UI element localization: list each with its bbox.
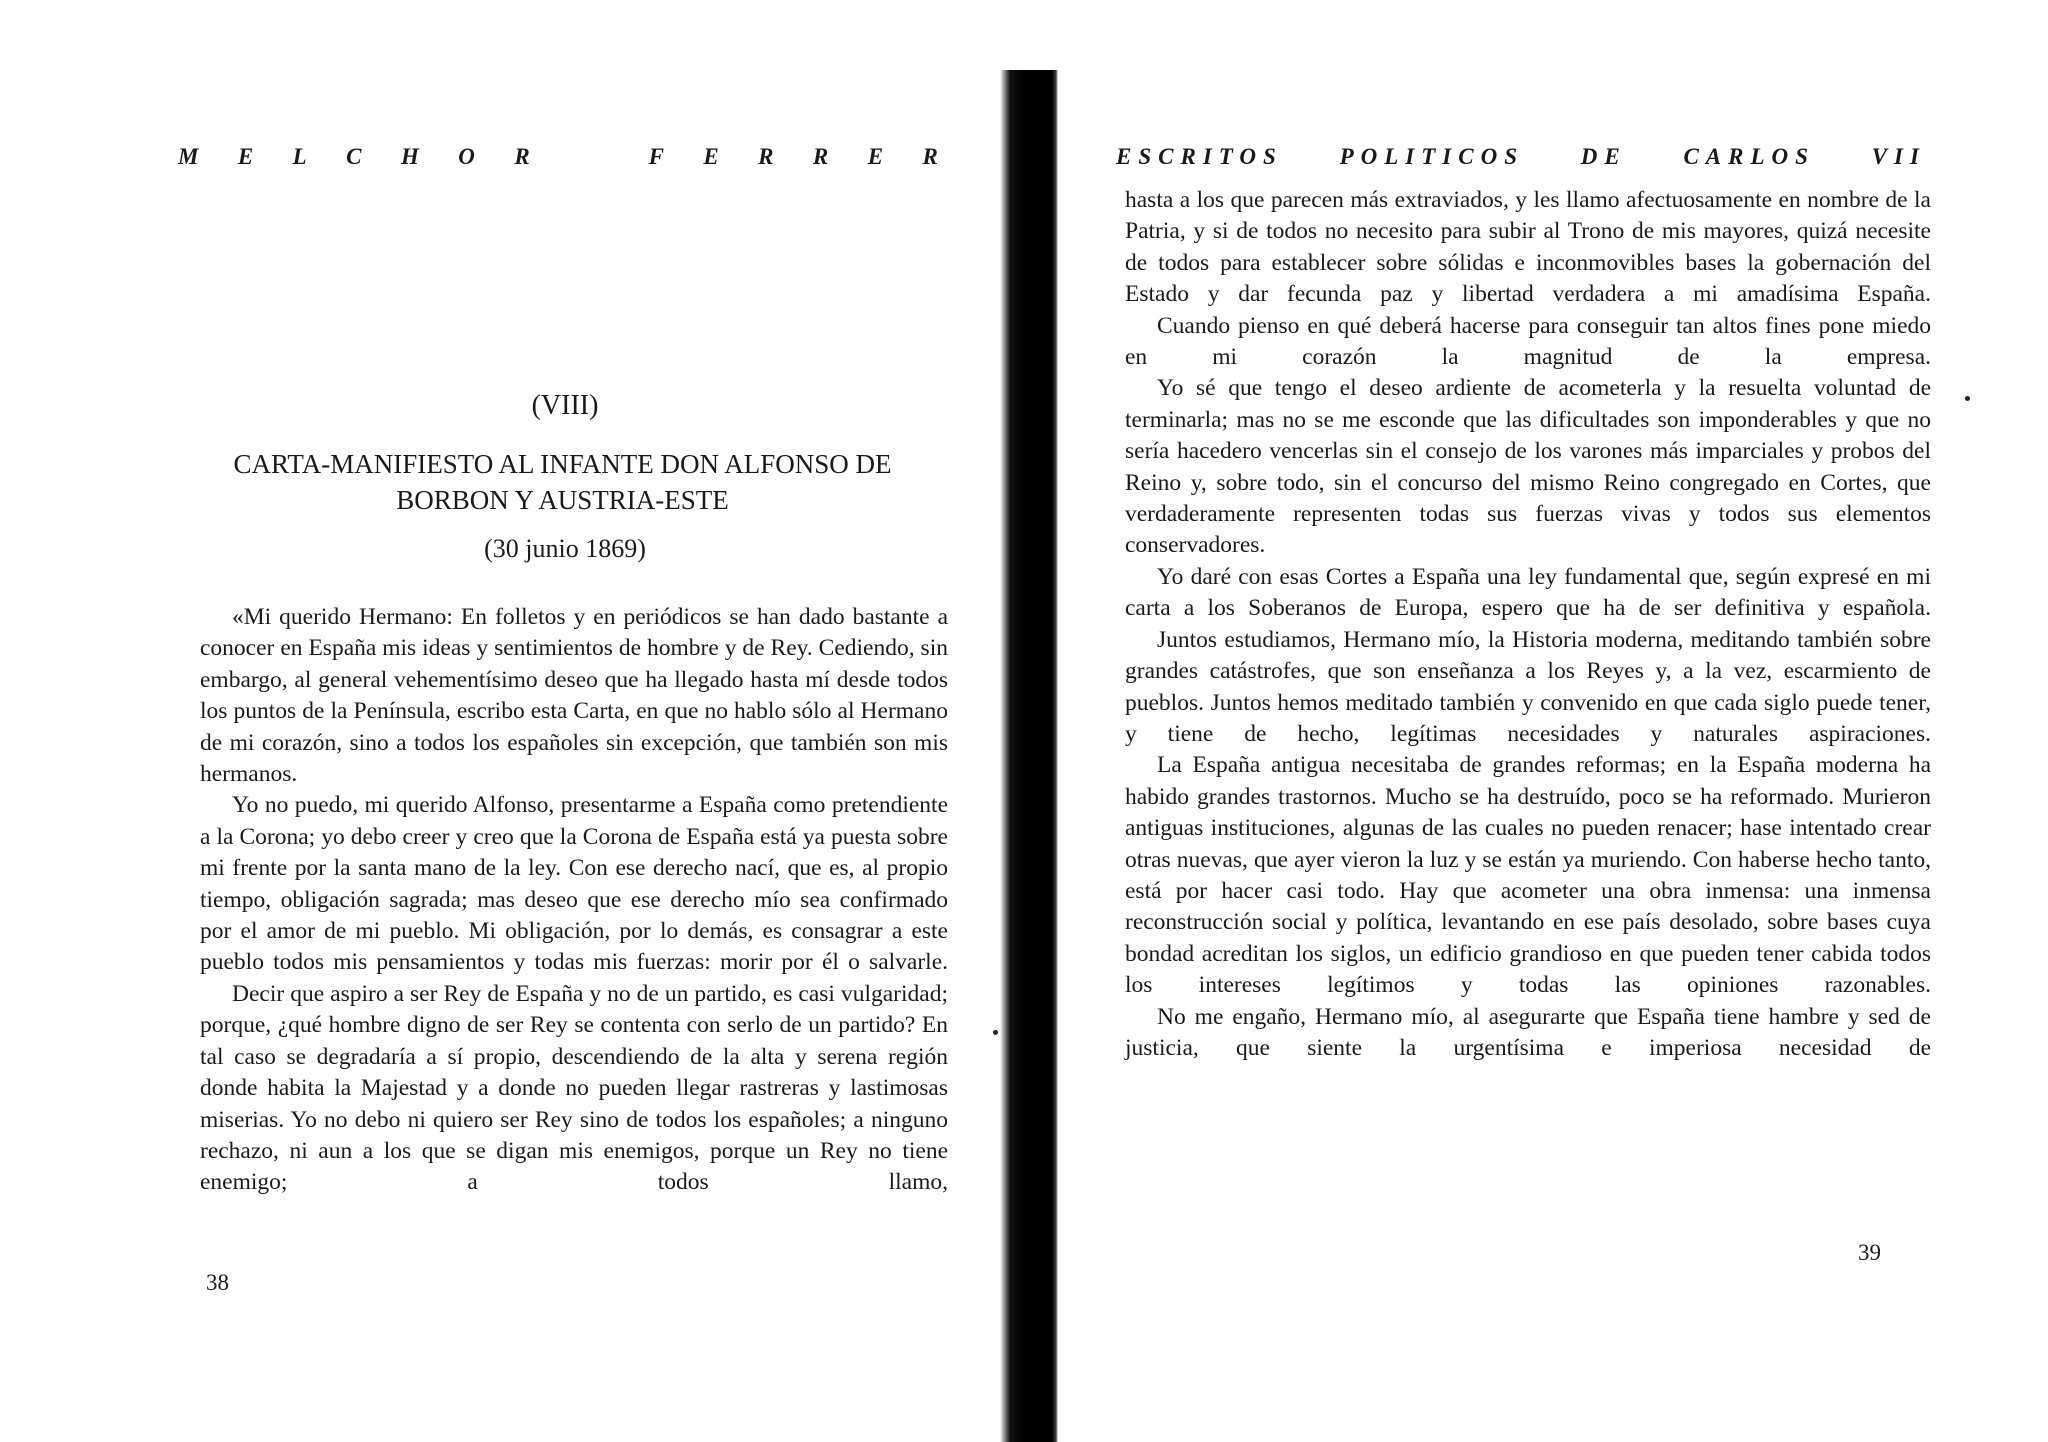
- running-head-word: ESCRITOS: [1116, 144, 1283, 169]
- paragraph: Decir que aspiro a ser Rey de España y no de un partido, es casi vulgaridad; porque, ¿qué hombre digno de ser Rey se contenta con serlo de un partido? En tal caso se degradaría a sí propio, descendiendo de la alta y serena región donde habita la Majestad y a donde no pueden llegar rastreras y lastimosas miserias. Yo no debo ni quiero ser Rey sino de todos los españoles; a ninguno rechazo, ni aun a los que se digan mis enemigos, porque un Rey no tiene enemigo; a todos llamo,: [200, 980, 948, 1196]
- paragraph: Yo no puedo, mi querido Alfonso, presentarme a España como pretendiente a la Corona; yo debo creer y creo que la Corona de España está ya puesta sobre mi frente por la santa mano de la ley. Con ese derecho nací, que es, al propio tiempo, obligación sagrada; mas deseo que ese derecho mío sea confirmado por el amor de mi pueblo. Mi obligación, por lo demás, es consagrar a este pueblo todos mis pensamientos y todas mis fuerzas: morir por él o salvarle.: [200, 792, 948, 976]
- running-head-word: VII: [1871, 144, 1926, 169]
- running-head-letter: R: [514, 144, 530, 169]
- paragraph: hasta a los que parecen más extraviados, y les llamo afectuosamente en nombre de la Patria, y si de todos no necesito para subir al Trono de mis mayores, quizá necesite de todos para establecer sobre sólidas e inconmovibles bases la gobernación del Estado y dar fecunda paz y libertad verdadera a mi amadísima España.: [1125, 187, 1931, 308]
- running-head-letter: E: [237, 144, 254, 169]
- chapter-title: CARTA-MANIFIESTO AL INFANTE DON ALFONSO DE BORBON Y AUSTRIA-ESTE: [233, 449, 892, 515]
- running-head-word: DE: [1580, 144, 1627, 169]
- paragraph: «Mi querido Hermano: En folletos y en periódicos se han dado bastante a conocer en España mis ideas y sentimientos de hombre y de Rey. Cediendo, sin embargo, al general vehementísimo deseo que ha llegado hasta mí desde todos los puntos de la Península, escribo esta Carta, en que no hablo sólo al Hermano de mi corazón, sino a todos los españoles sin excepción, que también son mis hermanos.: [200, 604, 948, 788]
- paragraph: La España antigua necesitaba de grandes reformas; en la España moderna ha habido grandes trastornos. Mucho se ha destruído, poco se ha reformado. Murieron antiguas instituciones, algunas de las cuales no pueden renacer; hase intentado crear otras nuevas, que ayer vieron la luz y se están ya muriendo. Con haberse hecho tanto, está por hacer casi todo. Hay que acometer una obra inmensa: una inmensa reconstrucción social y política, levantando en ese país desolado, sobre bases cuya bondad acreditan los siglos, un edificio grandioso en que pueden tener cabida todos los intereses legítimos y todas las opiniones razonables.: [1125, 752, 1931, 999]
- running-head-letter: O: [458, 144, 475, 169]
- running-head-letter: C: [346, 144, 362, 169]
- paragraph: Yo daré con esas Cortes a España una ley fundamental que, según expresé en mi carta a los Soberanos de Europa, espero que ha de ser definitiva y española.: [1125, 563, 1931, 622]
- running-head-letter: R: [922, 144, 938, 169]
- running-head-letter: L: [292, 144, 307, 169]
- paragraph: Cuando pienso en qué deberá hacerse para conseguir tan altos fines pone miedo en mi corazón la magnitud de la empresa.: [1125, 312, 1931, 371]
- running-head-letter: E: [867, 144, 884, 169]
- left-running-head: [178, 144, 938, 170]
- scan-speck: [1965, 396, 1970, 401]
- running-head-letter: R: [758, 144, 774, 169]
- running-head-letter: M: [178, 144, 199, 169]
- running-head-letter: H: [400, 144, 419, 169]
- page-number: 39: [1858, 1240, 1881, 1265]
- right-page: [1050, 0, 2048, 1442]
- paragraph: Yo sé que tengo el deseo ardiente de acometerla y la resuelta voluntad de terminarla; mas no se me esconde que las dificultades son imponderables y que no sería hacedero vencerlas sin el consejo de los varones más imparciales y probos del Reino y, sobre todo, sin el concurso del mismo Reino congregado en Cortes, que verdaderamente representen todas sus fuerzas vivas y todos sus elementos conservadores.: [1125, 375, 1931, 559]
- page-number: 38: [206, 1270, 229, 1295]
- chapter-date: (30 junio 1869): [484, 534, 646, 563]
- chapter-number: (VIII): [531, 390, 599, 421]
- left-page: [0, 0, 1010, 1442]
- running-head-letter: E: [703, 144, 719, 169]
- running-head-word: POLITICOS: [1339, 144, 1524, 169]
- running-head-gap: [569, 144, 609, 170]
- scan-speck: [993, 1030, 998, 1035]
- left-body-text: [200, 602, 948, 1199]
- paragraph: No me engaño, Hermano mío, al asegurarte que España tiene hambre y sed de justicia, que siente la urgentísima e imperiosa necesidad de: [1125, 1003, 1931, 1061]
- paragraph: Juntos estudiamos, Hermano mío, la Historia moderna, meditando también sobre grandes catástrofes, que son enseñanza a los Reyes y, a la vez, escarmiento de pueblos. Juntos hemos meditado también y convenido en que cada siglo puede tener, y tiene de hecho, legítimas necesidades y naturales aspiraciones.: [1125, 626, 1931, 747]
- right-body-text: [1125, 185, 1931, 1064]
- right-running-head: [1116, 144, 1926, 170]
- running-head-letter: R: [812, 144, 829, 169]
- running-head-word: CARLOS: [1683, 144, 1815, 169]
- running-head-letter: F: [648, 144, 664, 169]
